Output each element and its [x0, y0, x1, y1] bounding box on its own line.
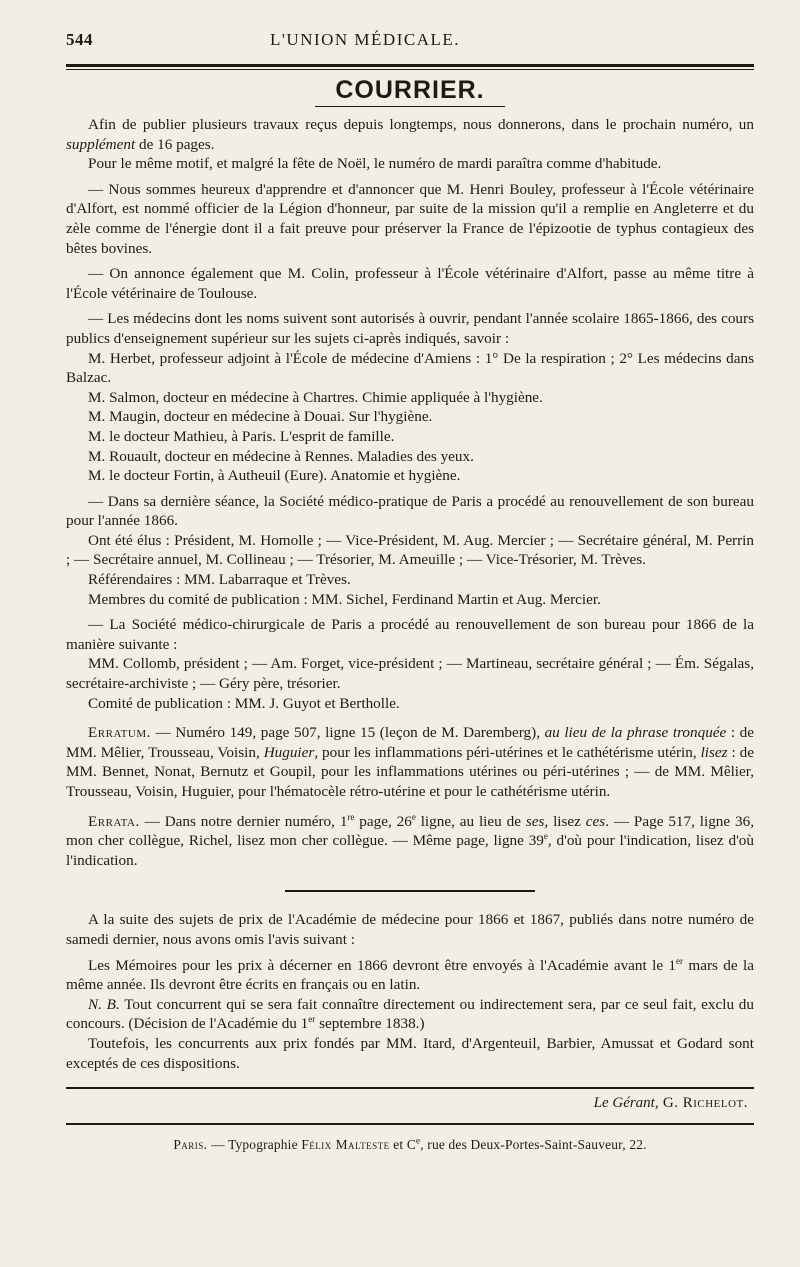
errata-label: Errata. — [88, 812, 140, 830]
paragraph: — La Société médico-chirurgicale de Paris a procédé au renouvellement de son bureau pour 1866 de la manière suivante : — [66, 616, 754, 653]
list-item: M. Maugin, docteur en médecine à Douai. Sur l'hygiène. — [88, 408, 433, 426]
academy-notice — [66, 910, 754, 1073]
paragraph: A la suite des sujets de prix de l'Académie de médecine pour 1866 et 1867, publiés dans notre numéro de samedi dernier, nous avons omis l'avis suivant : — [66, 911, 754, 948]
nb-label: N. B. — [88, 995, 120, 1013]
running-header — [66, 30, 754, 56]
section-divider — [285, 890, 535, 892]
title-underline — [315, 106, 505, 107]
header-rule — [66, 64, 754, 67]
paragraph: Membres du comité de publication : MM. Sichel, Ferdinand Martin et Aug. Mercier. — [88, 590, 601, 608]
paragraph: — Les médecins dont les noms suivent sont autorisés à ouvrir, pendant l'année scolaire 1865-1866, des cours publics d'enseignement supérieur sur les sujets ci-après indiqués, savoir : — [66, 310, 754, 347]
erratum-label: Erratum. — [88, 724, 151, 742]
erratum-paragraph: Erratum. — Numéro 149, page 507, ligne 15 (leçon de M. Daremberg), au lieu de la phrase tronquée : de MM. Mêlier, Trousseau, Voisin, Huguier, pour les inflammations péri-utérines et le cathétérisme utérin, lisez : de MM. Bennet, Nonat, Bernutz et Goupil, pour les inflammations utérines ou péri-utérines ; — de MM. Mêlier, Trousseau, Voisin, Huguier, pour l'hématocèle rétro-utérine et pour le cathétérisme utérin. — [66, 724, 755, 800]
list-item: M. Salmon, docteur en médecine à Chartres. Chimie appliquée à l'hygiène. — [88, 388, 543, 406]
paragraph: — On annonce également que M. Colin, professeur à l'École vétérinaire d'Alfort, passe au même titre à l'École vétérinaire de Toulouse. — [66, 265, 754, 302]
paragraph: — Nous sommes heureux d'apprendre et d'annoncer que M. Henri Bouley, professeur à l'École vétérinaire d'Alfort, est nommé officier de la Légion d'honneur, par suite de la mission qu'il a remplie en Angleterre et du zèle comme de l'énergie dont il a fait preuve pour préserver la France de l'épizootie de typhus contagieux des bêtes bovines. — [66, 180, 754, 257]
section-title: COURRIER. — [335, 76, 485, 104]
footer-rule — [66, 1087, 754, 1089]
header-rule-thin — [66, 69, 754, 70]
paragraph: N. B. Tout concurrent qui se sera fait connaître directement ou indirectement sera, par ce seul fait, exclu du concours. (Décision de l'Académie du 1er septembre 1838.) — [66, 995, 754, 1033]
paragraph: Comité de publication : MM. J. Guyot et Bertholle. — [88, 694, 400, 712]
list-item: M. Herbet, professeur adjoint à l'École de médecine d'Amiens : 1° De la respiration ; 2° Les médecins dans Balzac. — [66, 349, 754, 387]
paragraph: Pour le même motif, et malgré la fête de Noël, le numéro de mardi paraîtra comme d'habitude. — [88, 155, 662, 173]
paragraph: MM. Collomb, président ; — Am. Forget, vice-président ; — Martineau, secrétaire général ; — Ém. Ségalas, secrétaire-archiviste ; — Géry père, trésorier. — [66, 655, 754, 693]
errata-paragraph: Errata. — Dans notre dernier numéro, 1re page, 26e ligne, au lieu de ses, lisez ces. — Page 517, ligne 36, mon cher collègue, Richel, lisez mon cher collègue. — Même page, ligne 39e, d'où pour l'indication, lisez d'où l'indication. — [66, 811, 755, 869]
journal-title: L'UNION MÉDICALE. — [269, 30, 461, 49]
page-number: 544 — [66, 30, 93, 49]
paragraph: — Dans sa dernière séance, la Société médico-pratique de Paris a procédé au renouvellement de son bureau pour l'année 1866. — [66, 492, 754, 530]
paragraph: Toutefois, les concurrents aux prix fondés par MM. Itard, d'Argenteuil, Barbier, Amussat et Godard sont exceptés de ces dispositions. — [66, 1034, 754, 1072]
list-item: M. le docteur Fortin, à Autheuil (Eure). Anatomie et hygiène. — [88, 467, 461, 485]
gerant-signature: Le Gérant, G. Richelot. — [593, 1095, 748, 1112]
paragraph: Ont été élus : Président, M. Homolle ; — Vice-Président, M. Aug. Mercier ; — Secrétaire général, M. Perrin ; — Secrétaire annuel, M. Collineau ; — Trésorier, M. Ameuille ; — Vice-Trésorier, M. Trèves. — [66, 531, 754, 569]
list-item: M. Rouault, docteur en médecine à Rennes. Maladies des yeux. — [88, 447, 474, 465]
article-body — [66, 115, 754, 870]
printer-imprint: Paris. — Typographie Félix Malteste et Ce, rue des Deux-Portes-Saint-Sauveur, 22. — [173, 1135, 647, 1153]
paragraph: Afin de publier plusieurs travaux reçus depuis longtemps, nous donnerons, dans le prochain numéro, un supplément de 16 pages. — [66, 116, 754, 153]
paragraph: Référendaires : MM. Labarraque et Trèves. — [88, 571, 351, 589]
list-item: M. le docteur Mathieu, à Paris. L'esprit de famille. — [88, 427, 395, 445]
footer-rule-bottom — [66, 1123, 754, 1125]
paragraph: Les Mémoires pour les prix à décerner en 1866 devront être envoyés à l'Académie avant le 1er mars de la même année. Ils devront être écrits en français ou en latin. — [66, 955, 754, 994]
